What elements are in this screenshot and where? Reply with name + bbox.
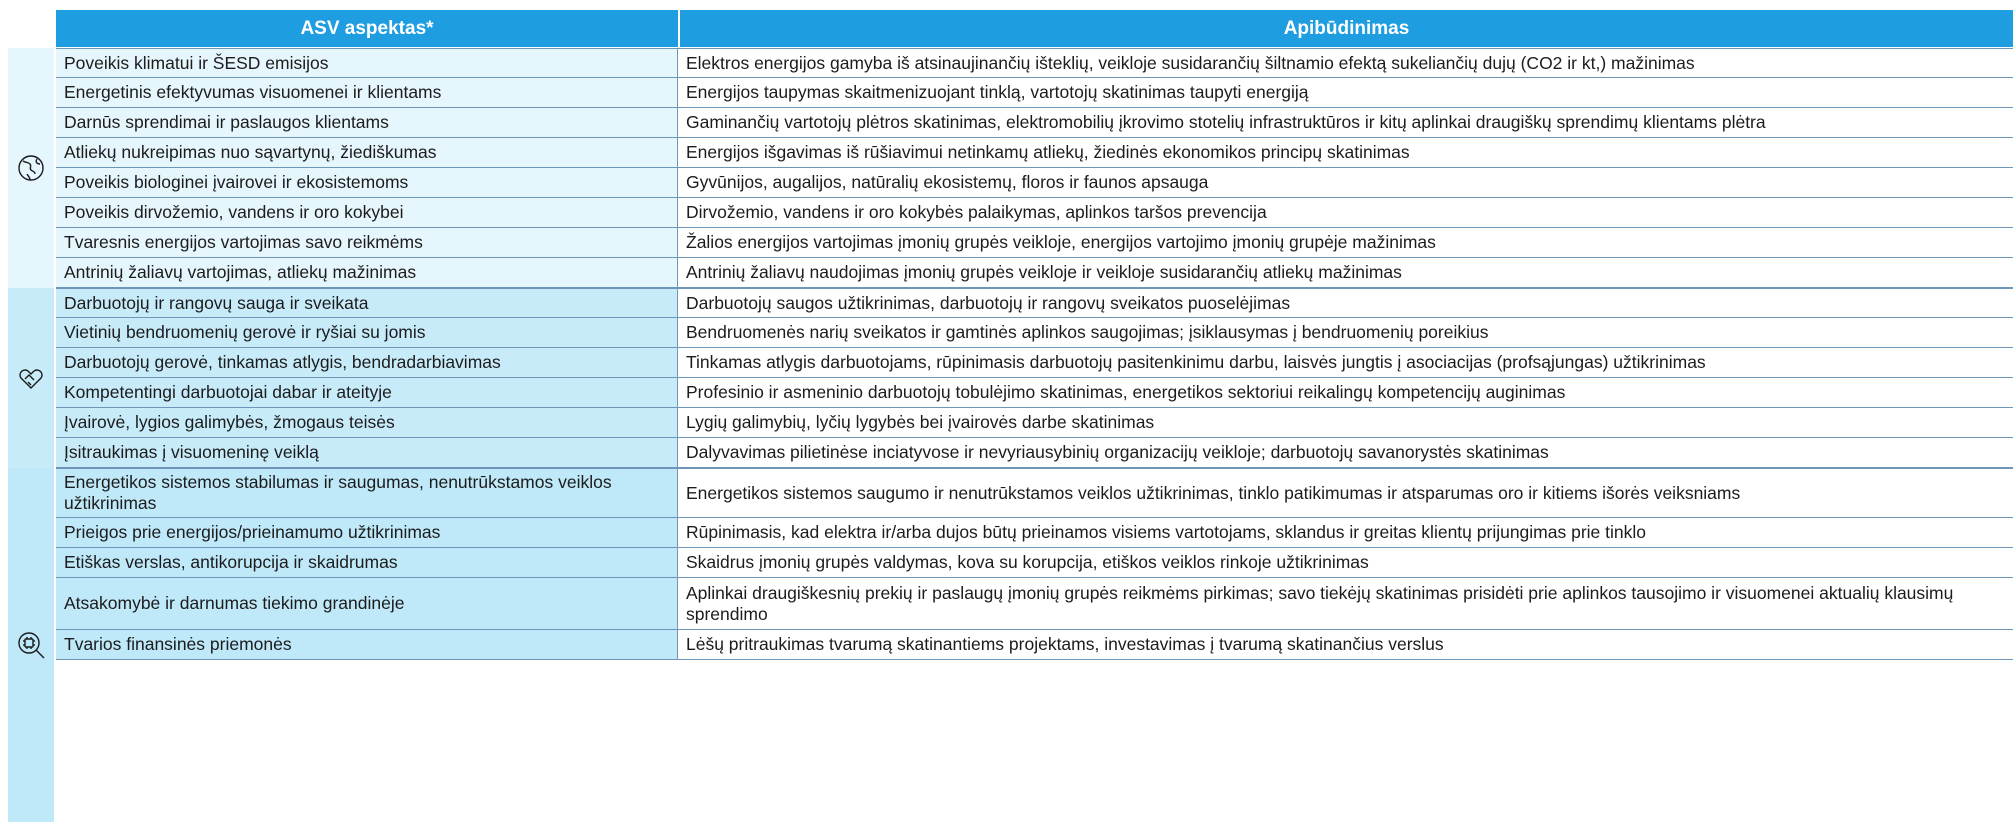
table-row <box>56 78 2013 108</box>
aspect-cell: Antrinių žaliavų vartojimas, atliekų mažinimas <box>56 258 678 287</box>
description-cell: Gyvūnijos, augalijos, natūralių ekosistemų, floros ir faunos apsauga <box>678 168 2013 197</box>
description-cell: Gaminančių vartotojų plėtros skatinimas, elektromobilių įkrovimo stotelių infrastruktūros ir kitų aplinkai draugiškų sprendimų klientams plėtra <box>678 108 2013 137</box>
aspect-cell: Poveikis biologinei įvairovei ir ekosistemoms <box>56 168 678 197</box>
table-row <box>56 228 2013 258</box>
table-row <box>56 48 2013 78</box>
aspect-cell: Energetikos sistemos stabilumas ir saugumas, nenutrūkstamos veiklos užtikrinimas <box>56 469 678 517</box>
globe-leaf-icon <box>8 48 54 288</box>
aspect-cell: Kompetentingi darbuotojai dabar ir ateityje <box>56 378 678 407</box>
aspect-cell: Tvarios finansinės priemonės <box>56 630 678 659</box>
group-social <box>0 288 2013 468</box>
table-row <box>56 138 2013 168</box>
aspect-cell: Įsitraukimas į visuomeninę veiklą <box>56 438 678 467</box>
description-cell: Dalyvavimas pilietinėse inciatyvose ir nevyriausybinių organizacijų veikloje; darbuotojų savanorystės skatinimas <box>678 438 2013 467</box>
group-environment <box>0 48 2013 288</box>
handshake-heart-icon <box>8 288 54 468</box>
group-governance <box>0 468 2013 822</box>
description-cell: Lygių galimybių, lyčių lygybės bei įvairovės darbe skatinimas <box>678 408 2013 437</box>
aspect-cell: Poveikis dirvožemio, vandens ir oro kokybei <box>56 198 678 227</box>
aspect-cell: Darbuotojų ir rangovų sauga ir sveikata <box>56 289 678 317</box>
description-cell: Elektros energijos gamyba iš atsinaujinančių išteklių, veikloje susidarančių šiltnamio efektą sukeliančių dujų (CO2 ir kt,) mažinimas <box>678 49 2013 77</box>
aspect-cell: Įvairovė, lygios galimybės, žmogaus teisės <box>56 408 678 437</box>
description-cell: Rūpinimasis, kad elektra ir/arba dujos būtų prieinamos visiems vartotojams, sklandus ir greitas klientų prijungimas prie tinklo <box>678 518 2013 547</box>
table-header <box>56 10 2013 47</box>
description-cell: Energijos taupymas skaitmenizuojant tinklą, vartotojų skatinimas taupyti energiją <box>678 78 2013 107</box>
description-cell: Energijos išgavimas iš rūšiavimui netinkamų atliekų, žiedinės ekonomikos principų skatinimas <box>678 138 2013 167</box>
description-cell: Profesinio ir asmeninio darbuotojų tobulėjimo skatinimas, energetikos sektoriui reikalingų kompetencijų auginimas <box>678 378 2013 407</box>
description-cell: Energetikos sistemos saugumo ir nenutrūkstamos veiklos užtikrinimas, tinklo patikimumas ir atsparumas oro ir kitiems išorės veiksniams <box>678 469 2013 517</box>
aspect-cell: Etiškas verslas, antikorupcija ir skaidrumas <box>56 548 678 577</box>
table-row <box>56 630 2013 660</box>
description-cell: Žalios energijos vartojimas įmonių grupės veikloje, energijos vartojimo įmonių grupėje mažinimas <box>678 228 2013 257</box>
table-row <box>56 288 2013 318</box>
table-row <box>56 198 2013 228</box>
magnifier-chip-icon <box>8 468 54 822</box>
description-cell: Aplinkai draugiškesnių prekių ir paslaugų įmonių grupės reikmėms pirkimas; savo tiekėjų skatinimas prisidėti prie aplinkos tausojimo ir visuomenei aktualių klausimų sprendimo <box>678 578 2013 629</box>
table-row <box>56 468 2013 518</box>
description-cell: Tinkamas atlygis darbuotojams, rūpinimasis darbuotojų pasitenkinimu darbu, laisvės jungtis į asociacijas (profsąjungas) užtikrinimas <box>678 348 2013 377</box>
table-row <box>56 348 2013 378</box>
table-row <box>56 548 2013 578</box>
description-cell: Antrinių žaliavų naudojimas įmonių grupės veikloje ir veikloje susidarančių atliekų mažinimas <box>678 258 2013 287</box>
table-row <box>56 168 2013 198</box>
header-aspect: ASV aspektas* <box>56 10 678 47</box>
table-row <box>56 408 2013 438</box>
table-row <box>56 438 2013 468</box>
table-row <box>56 578 2013 630</box>
header-description: Apibūdinimas <box>680 10 2013 47</box>
aspect-cell: Atliekų nukreipimas nuo sąvartynų, žiediškumas <box>56 138 678 167</box>
aspect-cell: Darnūs sprendimai ir paslaugos klientams <box>56 108 678 137</box>
description-cell: Lėšų pritraukimas tvarumą skatinantiems projektams, investavimas į tvarumą skatinančius verslus <box>678 630 2013 659</box>
aspect-cell: Vietinių bendruomenių gerovė ir ryšiai su jomis <box>56 318 678 347</box>
table-row <box>56 318 2013 348</box>
table-row <box>56 518 2013 548</box>
table-row <box>56 258 2013 288</box>
description-cell: Skaidrus įmonių grupės valdymas, kova su korupcija, etiškos veiklos rinkoje užtikrinimas <box>678 548 2013 577</box>
description-cell: Dirvožemio, vandens ir oro kokybės palaikymas, aplinkos taršos prevencija <box>678 198 2013 227</box>
description-cell: Darbuotojų saugos užtikrinimas, darbuotojų ir rangovų sveikatos puoselėjimas <box>678 289 2013 317</box>
aspect-cell: Tvaresnis energijos vartojimas savo reikmėms <box>56 228 678 257</box>
aspect-cell: Prieigos prie energijos/prieinamumo užtikrinimas <box>56 518 678 547</box>
aspect-cell: Energetinis efektyvumas visuomenei ir klientams <box>56 78 678 107</box>
table-row <box>56 108 2013 138</box>
description-cell: Bendruomenės narių sveikatos ir gamtinės aplinkos saugojimas; įsiklausymas į bendruomenių poreikius <box>678 318 2013 347</box>
aspect-cell: Darbuotojų gerovė, tinkamas atlygis, bendradarbiavimas <box>56 348 678 377</box>
table-row <box>56 378 2013 408</box>
aspect-cell: Poveikis klimatui ir ŠESD emisijos <box>56 49 678 77</box>
aspect-cell: Atsakomybė ir darnumas tiekimo grandinėje <box>56 578 678 629</box>
